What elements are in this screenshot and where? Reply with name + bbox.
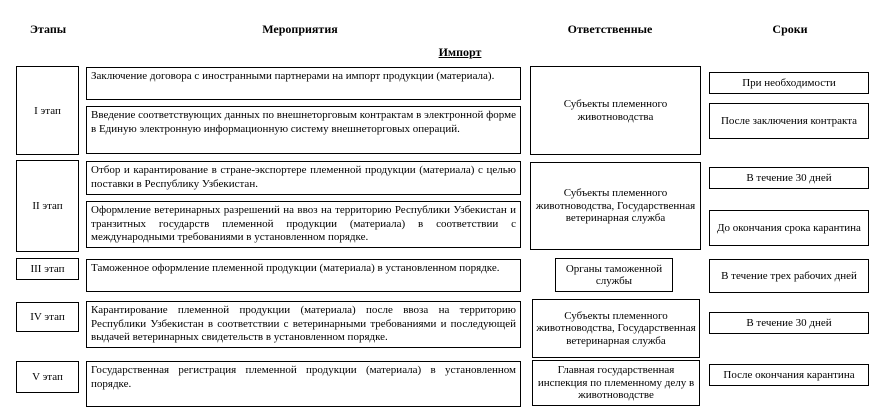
responsible-box [530, 162, 701, 250]
header-activities: Мероприятия [262, 22, 338, 36]
term-box [709, 167, 869, 189]
responsible-text: Главная государственная инспекция по племенному делу в животноводстве [537, 364, 695, 402]
activity-box: Оформление ветеринарных разрешений на ввоз на территорию Республики Узбекистан и транзитных государств племенной продукции (материала) в соответствии с международными требованиями в установленном порядке. [86, 201, 521, 248]
stage-label: III этап [30, 263, 65, 275]
header-stages: Этапы [29, 22, 67, 36]
responsible-box [532, 360, 700, 406]
term-box [709, 364, 869, 386]
term-text: В течение 30 дней [746, 171, 832, 184]
activity-box: Карантирование племенной продукции (материала) после ввоза на территорию Республики Узбекистан в соответствии с ветеринарными требованиями и последующей выдачей ветеринарных свидетельств в установленном порядке. [86, 301, 521, 348]
responsible-text: Субъекты племенного животноводства [563, 98, 668, 123]
term-box [709, 259, 869, 293]
stage-label: II этап [32, 200, 63, 212]
term-box [709, 312, 869, 334]
stage-label: V этап [32, 371, 63, 383]
activity-box: Введение соответствующих данных по внешнеторговым контрактам в электронной форме в Единую электронную информационную систему внешнеторговых операций. [86, 106, 521, 154]
term-box [709, 103, 869, 139]
term-box [709, 72, 869, 94]
stage-cell [16, 66, 79, 155]
term-text: После заключения контракта [720, 114, 858, 127]
term-text: В течение 30 дней [746, 316, 832, 329]
activity-box: Таможенное оформление племенной продукции (материала) в установленном порядке. [86, 259, 521, 292]
term-box [709, 210, 869, 246]
header-responsible: Ответственные [567, 22, 653, 36]
stage-cell [16, 361, 79, 393]
section-title: Импорт [438, 45, 482, 59]
responsible-text: Субъекты племенного животноводства, Государственная ветеринарная служба [535, 187, 696, 225]
stage-cell [16, 160, 79, 252]
term-text: До окончания срока карантина [717, 221, 861, 234]
term-text: После окончания карантина [723, 368, 855, 381]
term-text: При необходимости [742, 76, 836, 89]
responsible-box [530, 66, 701, 155]
term-text: В течение трех рабочих дней [721, 269, 857, 282]
stage-label: I этап [34, 104, 61, 117]
stage-cell [16, 258, 79, 280]
responsible-text: Органы таможенной службы [565, 262, 663, 287]
activity-box: Государственная регистрация племенной продукции (материала) в установленном порядке. [86, 361, 521, 407]
stage-cell [16, 302, 79, 332]
activity-box: Заключение договора с иностранными партнерами на импорт продукции (материала). [86, 67, 521, 100]
responsible-box [532, 299, 700, 358]
header-terms: Сроки [772, 22, 808, 36]
stage-label: IV этап [30, 311, 65, 323]
activity-box: Отбор и карантирование в стране-экспортере племенной продукции (материала) с целью поставки в Республику Узбекистан. [86, 161, 521, 195]
responsible-text: Субъекты племенного животноводства, Государственная ветеринарная служба [536, 309, 696, 347]
responsible-box [555, 258, 673, 292]
